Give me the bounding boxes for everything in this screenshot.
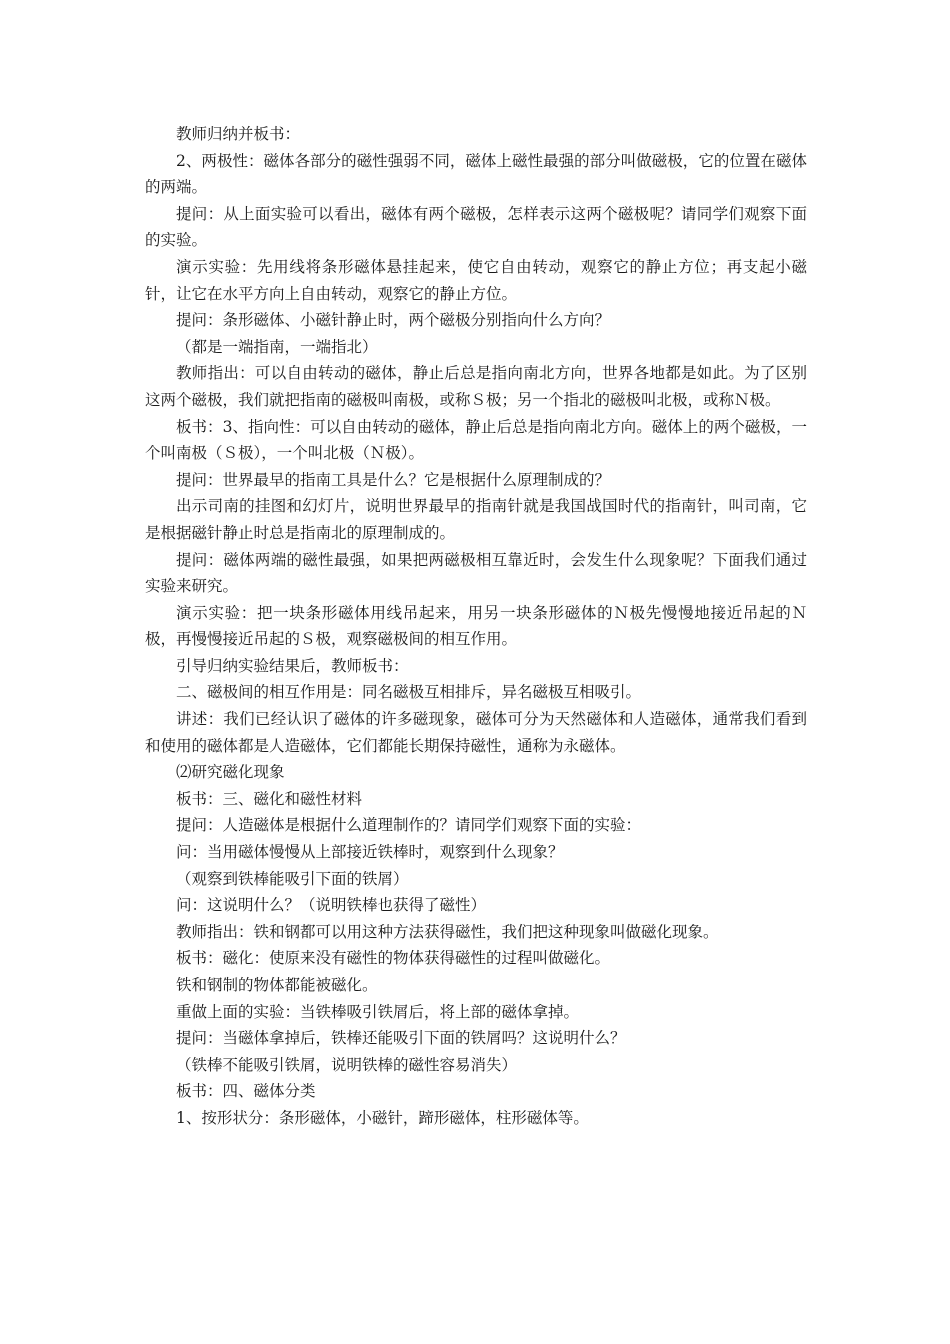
paragraph: 讲述：我们已经认识了磁体的许多磁现象，磁体可分为天然磁体和人造磁体，通常我们看到和使用的磁体都是人造磁体，它们都能长期保持磁性，通称为永磁体。 xyxy=(145,710,807,755)
document-body xyxy=(145,121,807,1132)
paragraph: 问：当用磁体慢慢从上部接近铁棒时，观察到什么现象？ xyxy=(176,843,564,862)
paragraph: 演示实验：先用线将条形磁体悬挂起来，使它自由转动，观察它的静止方位；再支起小磁针，让它在水平方向上自由转动，观察它的静止方位。 xyxy=(145,257,807,303)
paragraph: ⑵研究磁化现象 xyxy=(176,763,285,782)
paragraph: 问：这说明什么？（说明铁棒也获得了磁性） xyxy=(176,896,487,915)
paragraph: 提问：当磁体拿掉后，铁棒还能吸引下面的铁屑吗？这说明什么？ xyxy=(176,1029,626,1048)
paragraph: 铁和钢制的物体都能被磁化。 xyxy=(176,976,378,994)
paragraph: 提问：条形磁体、小磁针静止时，两个磁极分别指向什么方向？ xyxy=(176,311,611,330)
paragraph: 演示实验：把一块条形磁体用线吊起来，用另一块条形磁体的Ｎ极先慢慢地接近吊起的Ｎ极，再慢慢接近吊起的Ｓ极，观察磁极间的相互作用。 xyxy=(145,603,807,649)
paragraph: 教师指出：铁和钢都可以用这种方法获得磁性，我们把这种现象叫做磁化现象。 xyxy=(176,922,719,941)
paragraph: （铁棒不能吸引铁屑，说明铁棒的磁性容易消失） xyxy=(176,1055,518,1074)
paragraph: 提问：从上面实验可以看出，磁体有两个磁极，怎样表示这两个磁极呢？请同学们观察下面的实验。 xyxy=(145,204,807,250)
paragraph: （观察到铁棒能吸引下面的铁屑） xyxy=(176,869,409,888)
paragraph: 教师指出：可以自由转动的磁体，静止后总是指向南北方向，世界各地都是如此。为了区别这两个磁极，我们就把指南的磁极叫南极，或称Ｓ极；另一个指北的磁极叫北极，或称Ｎ极。 xyxy=(145,364,807,409)
paragraph: 二、磁极间的相互作用是：同名磁极互相排斥，异名磁极互相吸引。 xyxy=(176,683,642,702)
paragraph: 提问：世界最早的指南工具是什么？它是根据什么原理制成的？ xyxy=(176,470,611,489)
paragraph: 引导归纳实验结果后，教师板书： xyxy=(176,656,409,675)
paragraph: 板书：四、磁体分类 xyxy=(176,1082,316,1101)
paragraph: （都是一端指南，一端指北） xyxy=(176,337,378,356)
paragraph: 2、两极性：磁体各部分的磁性强弱不同，磁体上磁性最强的部分叫做磁极，它的位置在磁体的两端。 xyxy=(145,151,807,197)
paragraph: 提问：磁体两端的磁性最强，如果把两磁极相互靠近时，会发生什么现象呢？下面我们通过实验来研究。 xyxy=(145,550,807,596)
paragraph: 板书：三、磁化和磁性材料 xyxy=(176,789,363,808)
paragraph: 板书：磁化：使原来没有磁性的物体获得磁性的过程叫做磁化。 xyxy=(176,949,611,968)
paragraph: 重做上面的实验：当铁棒吸引铁屑后，将上部的磁体拿掉。 xyxy=(176,1002,580,1021)
paragraph: 出示司南的挂图和幻灯片，说明世界最早的指南针就是我国战国时代的指南针，叫司南，它是根据磁针静止时总是指南北的原理制成的。 xyxy=(145,497,807,542)
paragraph: 提问：人造磁体是根据什么道理制作的？请同学们观察下面的实验： xyxy=(176,816,642,835)
paragraph: 板书：3、指向性：可以自由转动的磁体，静止后总是指向南北方向。磁体上的两个磁极，一个叫南极（Ｓ极），一个叫北极（Ｎ极）。 xyxy=(145,417,807,463)
paragraph: 1、按形状分：条形磁体，小磁针，蹄形磁体，柱形磁体等。 xyxy=(176,1108,589,1127)
paragraph: 教师归纳并板书： xyxy=(176,125,301,143)
